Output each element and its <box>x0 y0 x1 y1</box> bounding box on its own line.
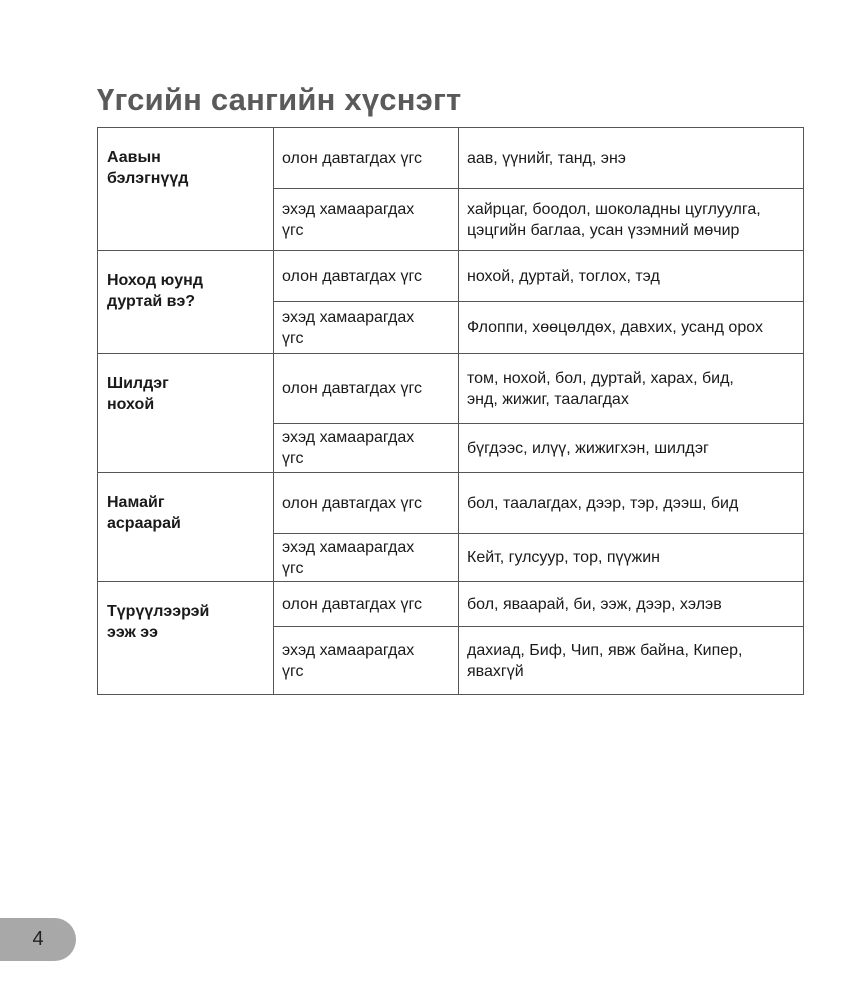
frequent-words-list: том, нохой, бол, дуртай, харах, бид, энд, жижиг, таалагдах <box>459 354 804 424</box>
frequent-words-label: олон давтагдах үгс <box>274 473 459 534</box>
page-number-tab <box>0 918 76 961</box>
frequent-words-label: олон давтагдах үгс <box>274 128 459 189</box>
page-number: 4 <box>32 928 44 950</box>
vocabulary-table <box>97 127 804 695</box>
relevant-words-label: эхэд хамаарагдах үгс <box>274 627 459 695</box>
frequent-words-list: бол, таалагдах, дээр, тэр, дээш, бид <box>459 473 804 534</box>
table-row <box>98 582 804 627</box>
frequent-words-label: олон давтагдах үгс <box>274 251 459 302</box>
book-title-cell: Шилдэг нохой <box>98 354 274 473</box>
page-title: Үгсийн сангийн хүснэгт <box>97 82 462 117</box>
table-row <box>98 128 804 189</box>
table-row <box>98 473 804 534</box>
relevant-words-label: эхэд хамаарагдах үгс <box>274 424 459 473</box>
relevant-words-label: эхэд хамаарагдах үгс <box>274 189 459 251</box>
frequent-words-list: аав, үүнийг, танд, энэ <box>459 128 804 189</box>
frequent-words-list: нохой, дуртай, тоглох, тэд <box>459 251 804 302</box>
relevant-words-list: дахиад, Биф, Чип, явж байна, Кипер, явахгүй <box>459 627 804 695</box>
frequent-words-list: бол, яваарай, би, ээж, дээр, хэлэв <box>459 582 804 627</box>
relevant-words-list: бүгдээс, илүү, жижигхэн, шилдэг <box>459 424 804 473</box>
relevant-words-label: эхэд хамаарагдах үгс <box>274 534 459 582</box>
book-title-cell: Ноход юунд дуртай вэ? <box>98 251 274 354</box>
frequent-words-label: олон давтагдах үгс <box>274 354 459 424</box>
frequent-words-label: олон давтагдах үгс <box>274 582 459 627</box>
book-title-cell: Намайг асраарай <box>98 473 274 582</box>
relevant-words-label: эхэд хамаарагдах үгс <box>274 302 459 354</box>
table-row <box>98 354 804 424</box>
book-title-cell: Түрүүлээрэй ээж ээ <box>98 582 274 695</box>
book-title-cell: Аавын бэлэгнүүд <box>98 128 274 251</box>
relevant-words-list: Кейт, гулсуур, тор, пүүжин <box>459 534 804 582</box>
table-row <box>98 251 804 302</box>
relevant-words-list: Флоппи, хөөцөлдөх, давхих, усанд орох <box>459 302 804 354</box>
relevant-words-list: хайрцаг, боодол, шоколадны цуглуулга, цэцгийн баглаа, усан үзэмний мөчир <box>459 189 804 251</box>
